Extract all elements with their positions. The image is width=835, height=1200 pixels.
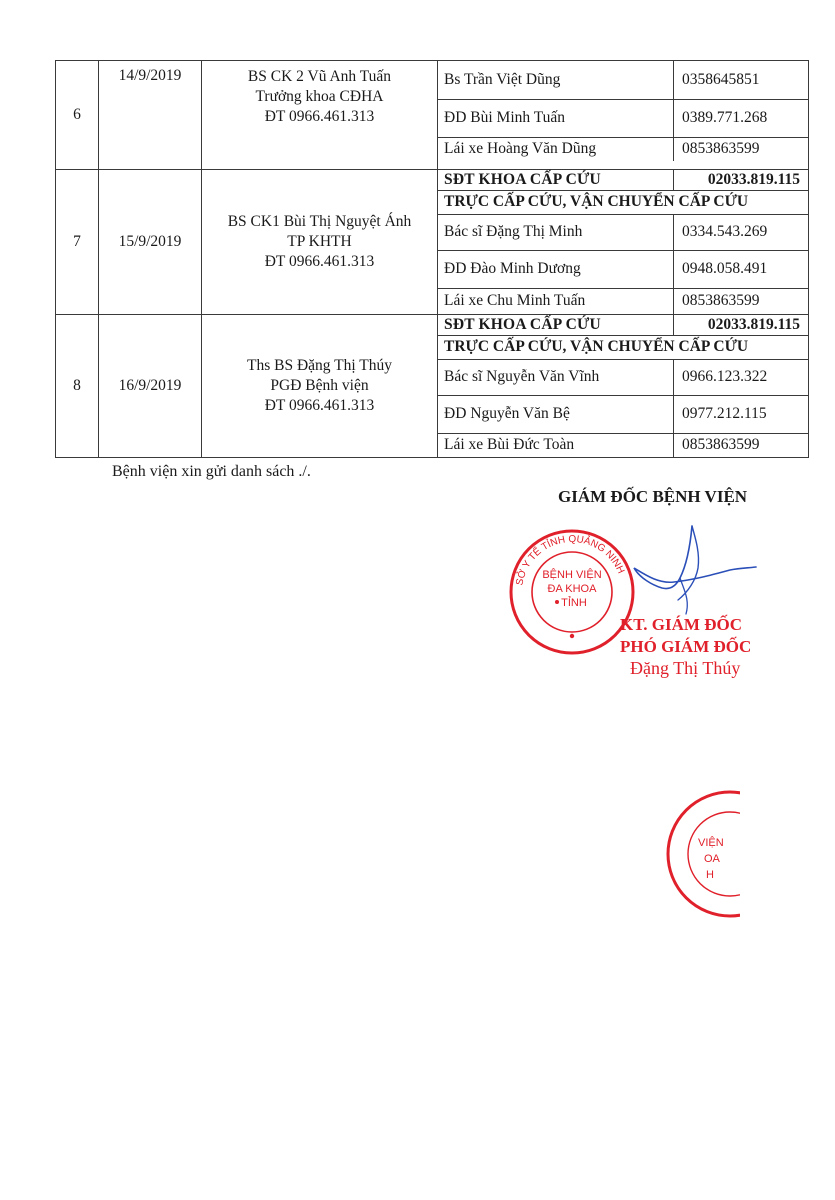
duty-header: TRỰC CẤP CỨU, VẬN CHUYỂN CẤP CỨU xyxy=(438,190,808,214)
row-leader xyxy=(202,315,438,458)
staff-phone: 0358645851 xyxy=(674,61,809,99)
leader-name: BS CK 2 Vũ Anh Tuấn xyxy=(247,68,392,85)
hotline-row xyxy=(438,315,808,335)
list-item xyxy=(438,288,808,314)
row-date: 16/9/2019 xyxy=(99,315,202,458)
staff-name: Bác sĩ Đặng Thị Minh xyxy=(438,214,674,250)
list-item xyxy=(438,99,808,137)
staff-name: ĐD Bùi Minh Tuấn xyxy=(438,99,674,137)
staff-phone: 0389.771.268 xyxy=(674,99,809,137)
duty-schedule-table xyxy=(55,60,809,458)
staff-phone: 0948.058.491 xyxy=(674,250,809,288)
leader-phone: ĐT 0966.461.313 xyxy=(264,397,375,414)
stamp-star xyxy=(555,600,559,604)
staff-name: ĐD Nguyễn Văn Bệ xyxy=(438,395,674,433)
leader-phone: ĐT 0966.461.313 xyxy=(264,253,375,270)
staff-phone: 0853863599 xyxy=(674,137,809,161)
staff-phone: 0966.123.322 xyxy=(674,359,809,395)
stamp-line-1: BỆNH VIỆN xyxy=(542,569,602,581)
staff-name: Lái xe Hoàng Văn Dũng xyxy=(444,140,597,158)
duty-header-row xyxy=(438,335,808,359)
row-staff-cell xyxy=(438,170,809,315)
leader-name: BS CK1 Bùi Thị Nguyệt Ánh xyxy=(227,213,412,230)
hotline-label: SĐT KHOA CẤP CỨU xyxy=(438,315,674,335)
staff-list xyxy=(438,61,808,161)
row-date: 14/9/2019 xyxy=(99,61,202,170)
staff-name: ĐD Đào Minh Dương xyxy=(438,250,674,288)
stamp-line-2: ĐA KHOA xyxy=(547,583,597,595)
signer-name: Đặng Thị Thúy xyxy=(630,658,741,678)
hotline-row xyxy=(438,170,808,190)
hotline-phone: 02033.819.115 xyxy=(674,315,809,335)
list-item xyxy=(438,214,808,250)
row-number: 7 xyxy=(56,170,99,315)
partial-stamp-line-2: OA xyxy=(704,853,720,865)
signature-stroke xyxy=(680,578,687,614)
leader-name: Ths BS Đặng Thị Thúy xyxy=(247,357,392,374)
leader-title: Trưởng khoa CĐHA xyxy=(255,88,384,105)
signature-heading: GIÁM ĐỐC BỆNH VIỆN xyxy=(558,487,748,506)
hotline-phone: 02033.819.115 xyxy=(674,170,809,190)
list-item xyxy=(438,250,808,288)
partial-stamp-line-1: VIỆN xyxy=(698,837,724,849)
hotline-label: SĐT KHOA CẤP CỨU xyxy=(438,170,674,190)
staff-phone: 0334.543.269 xyxy=(674,214,809,250)
row-leader xyxy=(202,170,438,315)
staff-name: Lái xe Chu Minh Tuấn xyxy=(444,292,586,310)
list-item xyxy=(438,61,808,99)
row-staff-cell xyxy=(438,315,809,458)
list-item xyxy=(438,359,808,395)
leader-phone: ĐT 0966.461.313 xyxy=(264,108,375,125)
list-item xyxy=(438,137,808,161)
leader-title: TP KHTH xyxy=(287,233,352,250)
staff-phone: 0977.212.115 xyxy=(674,395,809,433)
table-row xyxy=(56,315,809,458)
staff-phone: 0853863599 xyxy=(674,433,809,457)
row-staff-cell xyxy=(438,61,809,170)
signature-stroke xyxy=(678,526,699,600)
staff-name: Bác sĩ Nguyễn Văn Vĩnh xyxy=(438,359,674,395)
signature-deputy-line: PHÓ GIÁM ĐỐC xyxy=(620,637,752,656)
table-row xyxy=(56,61,809,170)
row-number: 6 xyxy=(56,61,99,170)
leader-title: PGĐ Bệnh viện xyxy=(270,377,369,394)
partial-stamp-line-3: H xyxy=(706,869,714,881)
staff-phone: 0853863599 xyxy=(674,288,809,314)
staff-name: Lái xe Bùi Đức Toàn xyxy=(444,436,575,454)
stamp-line-3: TỈNH xyxy=(561,597,587,609)
staff-list xyxy=(438,315,808,457)
signature-kt-line: KT. GIÁM ĐỐC xyxy=(620,615,742,634)
stamp-star xyxy=(570,634,574,638)
staff-list xyxy=(438,170,808,314)
duty-header-row xyxy=(438,190,808,214)
table-row xyxy=(56,170,809,315)
partial-stamp xyxy=(660,784,740,924)
staff-name: Bs Trần Việt Dũng xyxy=(438,61,674,99)
stamp-ring-text: SỞ Y TẾ TỈNH QUẢNG NINH xyxy=(514,533,627,587)
row-number: 8 xyxy=(56,315,99,458)
row-leader xyxy=(202,61,438,170)
signature-block xyxy=(620,614,751,658)
duty-header: TRỰC CẤP CỨU, VẬN CHUYỂN CẤP CỨU xyxy=(438,335,808,359)
row-date: 15/9/2019 xyxy=(99,170,202,315)
closing-statement: Bệnh viện xin gửi danh sách ./. xyxy=(112,463,311,480)
list-item xyxy=(438,395,808,433)
list-item xyxy=(438,433,808,457)
